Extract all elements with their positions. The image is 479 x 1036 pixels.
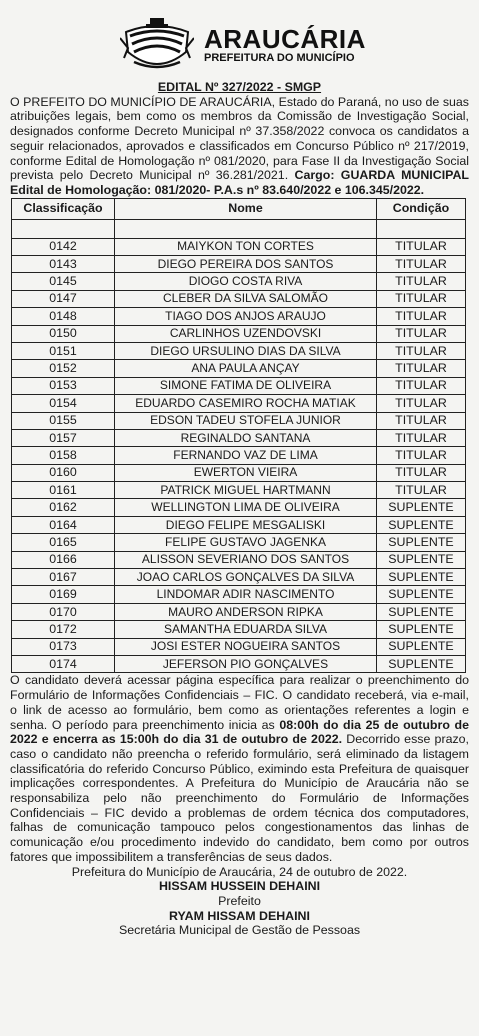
cell-nome: FELIPE GUSTAVO JAGENKA xyxy=(115,534,377,551)
cell-nome: EDSON TADEU STOFELA JUNIOR xyxy=(115,412,377,429)
cell-condicao: TITULAR xyxy=(377,412,466,429)
table-spacer-row xyxy=(12,219,466,238)
cell-condicao: TITULAR xyxy=(377,325,466,342)
cell-nome: LINDOMAR ADIR NASCIMENTO xyxy=(115,586,377,603)
cell-condicao: SUPLENTE xyxy=(377,569,466,586)
cell-condicao: SUPLENTE xyxy=(377,499,466,516)
closing-period: 08:00h do dia 25 de outubro de 2022 e encerra as 15:00h do dia 31 de outubro de 2022. xyxy=(10,717,469,747)
cell-classificacao: 0150 xyxy=(12,325,115,342)
cell-classificacao: 0151 xyxy=(12,342,115,359)
table-body xyxy=(12,219,466,673)
header-condicao: Condição xyxy=(377,198,466,219)
cell-nome: JEFERSON PIO GONÇALVES xyxy=(115,656,377,673)
candidates-table xyxy=(11,198,466,674)
cell-classificacao: 0152 xyxy=(12,360,115,377)
cell-condicao: TITULAR xyxy=(377,429,466,446)
cell-classificacao: 0143 xyxy=(12,256,115,273)
cell-condicao: SUPLENTE xyxy=(377,534,466,551)
intro-paragraph xyxy=(10,95,469,198)
table-row xyxy=(12,412,466,429)
cell-classificacao: 0142 xyxy=(12,238,115,255)
edital-body xyxy=(10,80,469,938)
table-row xyxy=(12,238,466,255)
header-classificacao: Classificação xyxy=(12,198,115,219)
table-row xyxy=(12,586,466,603)
cell-classificacao: 0165 xyxy=(12,534,115,551)
cell-nome: REGINALDO SANTANA xyxy=(115,429,377,446)
cell-classificacao: 0160 xyxy=(12,464,115,481)
cell-nome: ANA PAULA ANÇAY xyxy=(115,360,377,377)
cell-classificacao: 0162 xyxy=(12,499,115,516)
cell-nome: MAURO ANDERSON RIPKA xyxy=(115,603,377,620)
cell-condicao: TITULAR xyxy=(377,464,466,481)
table-row xyxy=(12,621,466,638)
cell-condicao: TITULAR xyxy=(377,447,466,464)
cell-nome: DIEGO PEREIRA DOS SANTOS xyxy=(115,256,377,273)
cell-nome: DIEGO URSULINO DIAS DA SILVA xyxy=(115,342,377,359)
cell-condicao: SUPLENTE xyxy=(377,638,466,655)
table-row xyxy=(12,256,466,273)
table-row xyxy=(12,290,466,307)
cell-nome: EDUARDO CASEMIRO ROCHA MATIAK xyxy=(115,395,377,412)
table-row xyxy=(12,534,466,551)
table-row xyxy=(12,499,466,516)
closing-text-1: O candidato deverá acessar página específica para realizar o preenchimento do Formulário de Informações Confidenciais – FIC. O candidato receberá, via e-mail, o link de acesso ao formulário, bem como as orientações referentes a login e senha. O período para preenchimento inicia as xyxy=(10,673,469,732)
table-row xyxy=(12,447,466,464)
cell-condicao: TITULAR xyxy=(377,290,466,307)
cell-condicao: SUPLENTE xyxy=(377,656,466,673)
intro-text: O PREFEITO DO MUNICÍPIO DE ARAUCÁRIA, Estado do Paraná, no uso de suas atribuições legais, bem como os membros da Comissão de Investigação Social, designados conforme Decreto Municipal nº 37.358/2022 convoca os candidatos a seguir relacionados, aprovados e classificados em Concurso Público nº 217/2019, conforme Edital de Homologação nº 081/2020, para Fase II da Investigação Social prevista pelo Decreto Municipal nº 36.281/2021. xyxy=(10,94,469,183)
table-row xyxy=(12,342,466,359)
cell-nome: ALISSON SEVERIANO DOS SANTOS xyxy=(115,551,377,568)
brand-name: ARAUCÁRIA xyxy=(204,24,366,54)
cell-nome: CARLINHOS UZENDOVSKI xyxy=(115,325,377,342)
cell-condicao: TITULAR xyxy=(377,256,466,273)
place-date: Prefeitura do Município de Araucária, 24 de outubro de 2022. xyxy=(71,864,408,879)
cell-classificacao: 0155 xyxy=(12,412,115,429)
cell-classificacao: 0148 xyxy=(12,308,115,325)
table-row xyxy=(12,551,466,568)
cell-classificacao: 0166 xyxy=(12,551,115,568)
table-row xyxy=(12,656,466,673)
cell-condicao: TITULAR xyxy=(377,482,466,499)
cell-classificacao: 0174 xyxy=(12,656,115,673)
table-row xyxy=(12,273,466,290)
brand-subtitle: PREFEITURA DO MUNICÍPIO xyxy=(204,52,355,64)
table-row xyxy=(12,603,466,620)
table-row xyxy=(12,429,466,446)
cell-nome: SAMANTHA EDUARDA SILVA xyxy=(115,621,377,638)
cell-classificacao: 0164 xyxy=(12,516,115,533)
cell-condicao: TITULAR xyxy=(377,395,466,412)
cell-condicao: TITULAR xyxy=(377,273,466,290)
cell-classificacao: 0161 xyxy=(12,482,115,499)
table-header-row xyxy=(12,198,466,219)
cell-nome: TIAGO DOS ANJOS ARAUJO xyxy=(115,308,377,325)
brand xyxy=(204,26,366,65)
cargo-line: Cargo: GUARDA MUNICIPAL Edital de Homologação: 081/2020- P.A.s nº 83.640/2022 e 106.345/2022. xyxy=(10,168,470,197)
cell-nome: JOSI ESTER NOGUEIRA SANTOS xyxy=(115,638,377,655)
table-row xyxy=(12,482,466,499)
cell-nome: EWERTON VIEIRA xyxy=(115,464,377,481)
cell-nome: FERNANDO VAZ DE LIMA xyxy=(115,447,377,464)
cell-condicao: TITULAR xyxy=(377,377,466,394)
signer1-role: Prefeito xyxy=(218,893,261,908)
cell-classificacao: 0172 xyxy=(12,621,115,638)
table-row xyxy=(12,395,466,412)
cell-nome: DIOGO COSTA RIVA xyxy=(115,273,377,290)
cell-condicao: SUPLENTE xyxy=(377,516,466,533)
cell-condicao: SUPLENTE xyxy=(377,586,466,603)
cell-condicao: TITULAR xyxy=(377,308,466,325)
table-row xyxy=(12,464,466,481)
cell-classificacao: 0157 xyxy=(12,429,115,446)
cell-nome: CLEBER DA SILVA SALOMÃO xyxy=(115,290,377,307)
signer1-name: HISSAM HUSSEIN DEHAINI xyxy=(158,879,321,894)
cell-nome: PATRICK MIGUEL HARTMANN xyxy=(115,482,377,499)
cell-condicao: TITULAR xyxy=(377,342,466,359)
cell-condicao: SUPLENTE xyxy=(377,551,466,568)
cell-nome: DIEGO FELIPE MESGALISKI xyxy=(115,516,377,533)
cell-nome: JOAO CARLOS GONÇALVES DA SILVA xyxy=(115,569,377,586)
table-row xyxy=(12,638,466,655)
cell-classificacao: 0173 xyxy=(12,638,115,655)
cell-condicao: SUPLENTE xyxy=(377,621,466,638)
cell-nome: WELLINGTON LIMA DE OLIVEIRA xyxy=(115,499,377,516)
cell-classificacao: 0145 xyxy=(12,273,115,290)
table-row xyxy=(12,516,466,533)
cell-condicao: TITULAR xyxy=(377,360,466,377)
cell-classificacao: 0169 xyxy=(12,586,115,603)
closing-text-2: Decorrido esse prazo, caso o candidato não preencha o referido formulário, será eliminado da listagem classificatória do referido Concurso Público, eximindo esta Prefeitura de quaisquer implicações correspondentes. A Prefeitura do Município de Araucária não se responsabiliza pelo não preenchimento do Formulário de Informações Confidenciais – FIC devido a problemas de ordem técnica dos computadores, falhas de comunicação tampouco pelos congestionamentos das linhas de comunicação e/ou procedimento indevido do candidato, bem como por outros fatores que impossibilitem a transferências de seus dados. xyxy=(10,732,469,864)
table-row xyxy=(12,569,466,586)
cell-classificacao: 0158 xyxy=(12,447,115,464)
cell-classificacao: 0167 xyxy=(12,569,115,586)
cell-classificacao: 0154 xyxy=(12,395,115,412)
signer2-role: Secretária Municipal de Gestão de Pessoas xyxy=(118,923,361,938)
cell-condicao: SUPLENTE xyxy=(377,603,466,620)
cell-nome: SIMONE FATIMA DE OLIVEIRA xyxy=(115,377,377,394)
signer2-name: RYAM HISSAM DEHAINI xyxy=(169,908,310,923)
cell-condicao: TITULAR xyxy=(377,238,466,255)
table-row xyxy=(12,360,466,377)
cell-nome: MAIYKON TON CORTES xyxy=(115,238,377,255)
table-row xyxy=(12,325,466,342)
header-nome: Nome xyxy=(115,198,377,219)
edital-title: EDITAL Nº 327/2022 - SMGP xyxy=(157,80,322,94)
cell-classificacao: 0147 xyxy=(12,290,115,307)
table-row xyxy=(12,377,466,394)
header xyxy=(0,6,479,78)
cell-classificacao: 0153 xyxy=(12,377,115,394)
table-row xyxy=(12,308,466,325)
municipal-crest-icon xyxy=(120,18,194,72)
closing-paragraph xyxy=(10,673,469,864)
cell-classificacao: 0170 xyxy=(12,603,115,620)
